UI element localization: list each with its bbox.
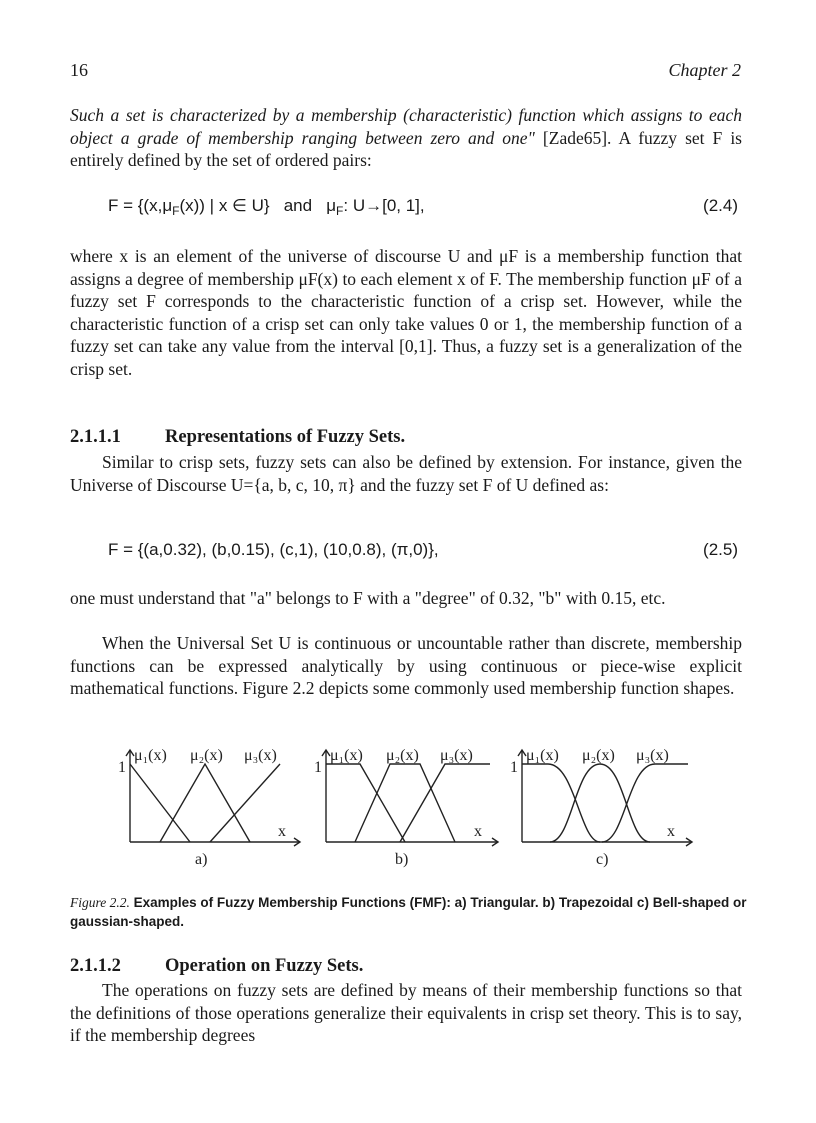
eq24-sub1: F xyxy=(172,204,180,218)
section-heading-operations xyxy=(70,956,363,977)
quote-italic: Such a set is characterized by a membership (characteristic) function which assigns to each object a grade of membership ranging between zero and one" xyxy=(70,105,742,148)
figure-caption-label: Figure 2.2. xyxy=(70,895,130,910)
section-heading-representations xyxy=(70,427,405,448)
panel-b-graph xyxy=(322,750,498,846)
panel-a-graph xyxy=(126,750,300,846)
panel-c-legend-mu2: μ₂(x) xyxy=(582,747,615,764)
paragraph-continuous: When the Universal Set U is continuous or uncountable rather than discrete, membership functions can be expressed analytically by using continuous or piece-wise explicit mathematical functions. Figure 2.2 depicts some commonly used membership function shapes. xyxy=(70,633,742,699)
panel-a-caption: a) xyxy=(195,851,208,868)
eq24-sub2: F xyxy=(336,204,344,218)
panel-b-mu1-curve xyxy=(326,764,405,842)
panel-b-mu2-curve xyxy=(355,764,455,842)
paragraph-degree: one must understand that "a" belongs to F with a "degree" of 0.32, "b" with 0.15, etc. xyxy=(70,588,666,608)
page-number: 16 xyxy=(70,60,88,80)
paragraph-operations: The operations on fuzzy sets are defined by means of their membership functions so that the definitions of those operations generalize their equivalents in crisp set theory. This is to say, if the membership degrees xyxy=(70,980,742,1046)
panel-a-legend-mu2: μ₂(x) xyxy=(190,747,223,764)
equation-2-4 xyxy=(108,196,425,216)
section-title: Operation on Fuzzy Sets. xyxy=(165,956,364,976)
eq24-mid: (x)) | x ∈ U} and μ xyxy=(179,196,337,215)
equation-2-4-number: (2.4) xyxy=(703,196,738,215)
paragraph-membership: where x is an element of the universe of discourse U and μF is a membership function that assigns a degree of membership μF(x) to each element x of F. The membership function μF of a fuzzy set F corresponds to the characteristic function of a crisp set. However, while the characteristic function of a crisp set can only take values 0 or 1, the membership function of a fuzzy set can take any value from the interval [0,1]. Thus, a fuzzy set is a generalization of the crisp set. xyxy=(70,246,742,379)
panel-a-legend-mu3: μ₃(x) xyxy=(244,747,277,764)
panel-c-x-label: x xyxy=(667,823,675,840)
membership-function-figure xyxy=(110,740,710,870)
panel-b-legend-mu1: μ₁(x) xyxy=(330,747,363,764)
eq24-right: : U→[0, 1], xyxy=(343,196,425,215)
panel-a-mu2-curve xyxy=(160,764,250,842)
eq24-left: F = {(x,μ xyxy=(108,196,173,215)
panel-b-legend-mu2: μ₂(x) xyxy=(386,747,419,764)
section-number: 2.1.1.1 xyxy=(70,427,121,447)
chapter-label: Chapter 2 xyxy=(668,60,741,80)
paragraph-quote xyxy=(70,104,742,172)
panel-c-caption: c) xyxy=(596,851,609,868)
paragraph-extension: Similar to crisp sets, fuzzy sets can also be defined by extension. For instance, given the Universe of Discourse U={a, b, c, 10, π} and the fuzzy set F of U defined as: xyxy=(70,452,742,495)
panel-c-graph xyxy=(518,750,692,846)
panel-b-x-label: x xyxy=(474,823,482,840)
quote-normal: [Zade65]. A fuzzy set F is entirely defined by the set of ordered pairs: xyxy=(70,127,742,171)
panel-c-legend-mu3: μ₃(x) xyxy=(636,747,669,764)
panel-c-legend-mu1: μ₁(x) xyxy=(526,747,559,764)
panel-a-mu1-curve xyxy=(130,764,190,842)
equation-2-5-number: (2.5) xyxy=(703,540,738,559)
figure-caption xyxy=(70,893,750,931)
section-title: Representations of Fuzzy Sets. xyxy=(165,427,406,447)
equation-2-5: F = {(a,0.32), (b,0.15), (c,1), (10,0.8), (π,0)}, xyxy=(108,540,439,559)
panel-a-legend-mu1: μ₁(x) xyxy=(134,747,167,764)
panel-b-caption: b) xyxy=(395,851,409,868)
panel-b-legend-mu3: μ₃(x) xyxy=(440,747,473,764)
section-number: 2.1.1.2 xyxy=(70,956,121,976)
panel-a-x-label: x xyxy=(278,823,286,840)
panel-a-y-label: 1 xyxy=(118,759,126,776)
figure-caption-text: Examples of Fuzzy Membership Functions (FMF): a) Triangular. b) Trapezoidal c) Bell-shaped or gaussian-shaped. xyxy=(70,895,747,929)
panel-a-mu3-curve xyxy=(210,764,280,842)
panel-c-mu1-curve xyxy=(522,764,600,842)
panel-c-y-label: 1 xyxy=(510,759,518,776)
panel-b-y-label: 1 xyxy=(314,759,322,776)
